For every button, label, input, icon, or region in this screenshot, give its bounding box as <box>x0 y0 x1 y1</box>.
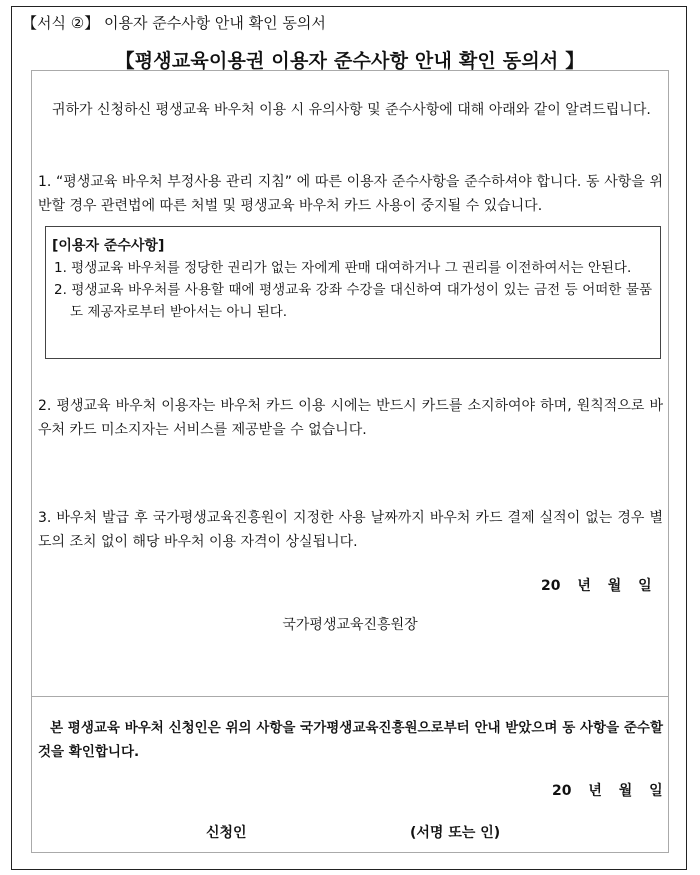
document-title: 【평생교육이용권 이용자 준수사항 안내 확인 동의서 】 <box>115 50 585 72</box>
issuer-name: 국가평생교육진흥원장 <box>282 617 418 633</box>
issue-date-line: 20 년 월 일 <box>541 578 652 594</box>
applicant-label: 신청인 <box>206 825 247 841</box>
section-divider <box>31 696 669 697</box>
intro-paragraph: 귀하가 신청하신 평생교육 바우처 이용 시 유의사항 및 준수사항에 대해 아래와 같이 알려드립니다. <box>52 102 651 118</box>
rules-box-title: [이용자 준수사항] <box>52 238 165 254</box>
notice-item-2: 2. 평생교육 바우처 이용자는 바우처 카드 이용 시에는 반드시 카드를 소지하여야 하며, 원칙적으로 바우처 카드 미소지자는 서비스를 제공받을 수 없습니다. <box>38 398 663 438</box>
notice-item-3: 3. 바우처 발급 후 국가평생교육진흥원이 지정한 사용 날짜까지 바우처 카드 결제 실적이 없는 경우 별도의 조치 없이 해당 바우처 이용 자격이 상실됩니다. <box>38 510 663 550</box>
rules-box-line-2: 2. 평생교육 바우처를 사용할 때에 평생교육 강좌 수강을 대신하여 대가성이 있는 금전 등 어떠한 물품도 제공자로부터 받아서는 아니 된다. <box>54 282 652 320</box>
consent-date-line: 20 년 월 일 <box>552 783 663 799</box>
rules-box <box>45 226 661 359</box>
signature-field[interactable]: (서명 또는 인) <box>410 825 501 841</box>
consent-statement: 본 평생교육 바우처 신청인은 위의 사항을 국가평생교육진흥원으로부터 안내 받았으며 동 사항을 준수할 것을 확인합니다. <box>38 720 663 760</box>
form-label: 【서식 ②】 이용자 준수사항 안내 확인 동의서 <box>22 14 326 32</box>
notice-item-1: 1. “평생교육 바우처 부정사용 관리 지침” 에 따른 이용자 준수사항을 준수하셔야 합니다. 동 사항을 위반할 경우 관련법에 따른 처벌 및 평생교육 바우처 카드 사용이 중지될 수 있습니다. <box>38 174 663 214</box>
rules-box-line-1: 1. 평생교육 바우처를 정당한 권리가 없는 자에게 판매 대여하거나 그 권리를 이전하여서는 안된다. <box>54 260 632 276</box>
